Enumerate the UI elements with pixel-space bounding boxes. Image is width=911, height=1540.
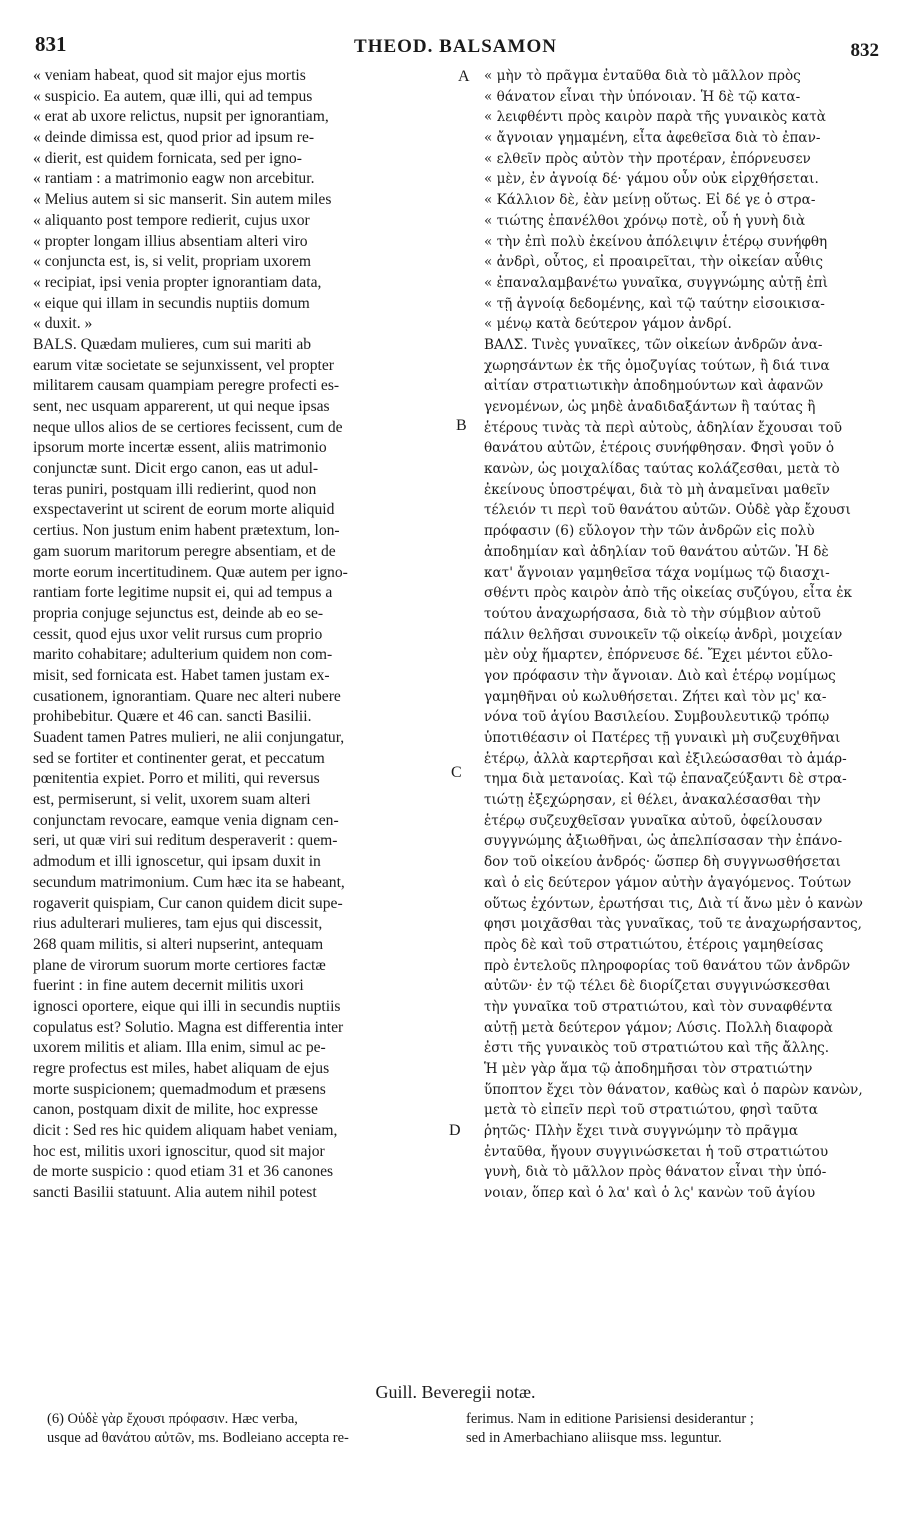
latin-text-line: « erat ab uxore relictus, nupsit per ignorantiam, bbox=[33, 108, 329, 126]
running-title: THEOD. BALSAMON bbox=[354, 36, 557, 57]
latin-text-line: uxorem militis et aliam. Illa enim, simul ac pe- bbox=[33, 1039, 326, 1057]
greek-text-line: νοιαν, ὅπερ καὶ ὁ λα' καὶ ὁ λς' κανὼν τοῦ ἁγίου bbox=[484, 1185, 816, 1202]
greek-text-line: συγγνώμης ἀξιωθῆναι, ὡς ἀπελπίσασαν τὴν ἐπάνο- bbox=[484, 833, 843, 850]
greek-text-line: κανὼν, ὡς μοιχαλίδας ταύτας κολάζεσθαι, μετὰ τὸ bbox=[484, 461, 840, 478]
greek-text-line: ἑτέρῳ συζευχθεῖσαν γυναῖκα αὐτοῦ, ὀφείλουσαν bbox=[484, 812, 823, 829]
greek-text-line: σθέντι πρὸς καιρὸν ἀπὸ τῆς οἰκείας συζύγου, εἶτα ἐκ bbox=[484, 585, 853, 602]
greek-text-line: ΒΑΛΣ. Τινὲς γυναῖκες, τῶν οἰκείων ἀνδρῶν ἀνα- bbox=[484, 336, 823, 353]
latin-text-line: rogaverit quispiam, Cur canon quidem dicit supe- bbox=[33, 894, 343, 912]
page-number-left: 831 bbox=[35, 32, 67, 56]
greek-text-line: « ελθεῖν πρὸς αὐτὸν τὴν προτέραν, ἐπόρνευσεν bbox=[484, 150, 811, 167]
latin-text-line: morte suspicionem; quemadmodum et præsens bbox=[33, 1080, 326, 1098]
latin-text-line: « Melius autem si sic manserit. Sin autem miles bbox=[33, 191, 332, 209]
greek-text-line: κατ' ἄγνοιαν γαμηθεῖσα τάχα νομίμως τῷ διασχι- bbox=[484, 564, 830, 581]
latin-text-line: 268 quam militis, si alteri nupserint, antequam bbox=[33, 935, 324, 953]
latin-text-line: sed se fortiter et continenter gerat, et peccatum bbox=[33, 749, 325, 767]
latin-text-line: prohibebitur. Quære et 46 can. sancti Basilii. bbox=[33, 708, 312, 726]
latin-text-line: sancti Basilii statuunt. Alia autem nihil potest bbox=[33, 1184, 317, 1202]
greek-text-line: γαμηθῆναι οὐ κωλυθήσεται. Ζήτει καὶ τὸν μς' κα- bbox=[484, 688, 827, 705]
greek-text-line: τέλειόν τι περὶ τοῦ θανάτου αὐτῶν. Οὐδὲ γὰρ ἔχουσι bbox=[484, 502, 851, 519]
latin-text-line: « dierit, est quidem fornicata, sed per igno- bbox=[33, 149, 302, 167]
greek-text-line: τούτου ἀναχωρήσασα, διὰ τὸ τὴν σύμβιον αὐτοῦ bbox=[484, 605, 821, 622]
greek-text-line: οὕτως ἐχόντων, ἐρωτήσαι τις, Διὰ τί ἄνω μὲν ὁ κανὼν bbox=[484, 895, 863, 912]
greek-text-line: νόνα τοῦ ἁγίου Βασιλείου. Συμβουλευτικῷ τρόπῳ bbox=[484, 709, 830, 726]
greek-text-line: πρὸ ἐντελοῦς πληροφορίας τοῦ θανάτου τῶν ἀνδρῶν bbox=[484, 957, 851, 974]
greek-text-line: τιώτῃ ἐξεχώρησαν, εἰ θέλει, ἀνακαλέσασθαι τὴν bbox=[484, 792, 821, 809]
latin-text-line: cessit, quod ejus uxor velit rursus cum proprio bbox=[33, 625, 323, 643]
latin-text-line: sent, nec usquam apparerent, ut qui neque ipsas bbox=[33, 398, 330, 415]
greek-text-line: πρόφασιν (6) εὔλογον τὴν τῶν ἀνδρῶν εἰς πολὺ bbox=[484, 523, 815, 540]
latin-text-line: misit, sed fornicata est. Habet tamen justam ex- bbox=[33, 666, 330, 684]
greek-text-line: « μένῳ κατὰ δεύτερον γάμον ἀνδρί. bbox=[484, 316, 732, 333]
greek-text-line: πάλιν θελῆσαι συνοικεῖν τῷ οἰκείῳ ἀνδρὶ, μοιχείαν bbox=[484, 626, 843, 643]
greek-text-line: γον πρόφασιν τὴν ἄγνοιαν. Διὸ καὶ ἑτέρῳ νομίμως bbox=[484, 667, 836, 684]
greek-text-line: « τῇ ἀγνοίᾳ δεδομένης, καὶ τῷ ταύτην εἰσοικισα- bbox=[484, 295, 825, 312]
greek-text-line: ἑτέρῳ, ἀλλὰ καρτερῆσαι καὶ ἐξιλεώσασθαι τὸ ἁμάρ- bbox=[484, 750, 847, 767]
margin-letter-c: C bbox=[451, 764, 462, 781]
margin-letter-a: A bbox=[458, 68, 470, 85]
greek-text-line: « Κάλλιον δὲ, ἐὰν μείνῃ οὕτως. Εἰ δέ γε ὁ στρα- bbox=[484, 192, 816, 209]
greek-text-line: « μὲν, ἐν ἀγνοίᾳ δέ· γάμου οὖν οὐκ εἰρχθήσεται. bbox=[484, 171, 819, 188]
latin-column bbox=[33, 66, 457, 1204]
margin-letter-d: D bbox=[449, 1122, 461, 1139]
latin-text-line: pœnitentia expiet. Porro et militi, qui reversus bbox=[33, 770, 320, 788]
greek-text-line: « λειφθέντι πρὸς καιρὸν παρὰ τῆς γυναικὸς κατὰ bbox=[484, 109, 826, 126]
latin-text-line: « aliquanto post tempore redierit, cujus uxor bbox=[33, 211, 310, 229]
latin-text-line: secundum matrimonium. Cum hæc ita se habeant, bbox=[33, 873, 345, 891]
latin-text-line: fuerint : in fine autem decernit militis uxori bbox=[33, 977, 304, 995]
greek-text-line: ἑτέρους τινὰς τὰ περὶ αὐτοὺς, ἀδηλίαν ἔχουσαι τοῦ bbox=[484, 419, 843, 436]
greek-text-line: τὴν γυναῖκα τοῦ στρατιώτου, καὶ τὸν συναφθέντα bbox=[484, 998, 833, 1015]
latin-text-line: teras puniri, postquam illi redierint, quod non bbox=[33, 480, 317, 498]
greek-text-line: μὲν οὐχ ἥμαρτεν, ἐπόρνευσε δέ. Ἔχει μέντοι εὔλο- bbox=[484, 647, 833, 664]
greek-text-line: « ἐπαναλαμβανέτω γυναῖκα, συγγνώμης αὐτῇ ἐπὶ bbox=[484, 274, 828, 291]
latin-text-line: conjunctæ sunt. Dicit ergo canon, eas ut adul- bbox=[33, 460, 319, 478]
latin-text-line: « conjuncta est, is, si velit, propriam uxorem bbox=[33, 253, 312, 271]
greek-text-line: μετὰ τὸ εἰπεῖν περὶ τοῦ στρατιώτου, φησὶ ταῦτα bbox=[484, 1102, 818, 1119]
latin-text-line: ipsorum morte incertæ essent, aliis matrimonio bbox=[33, 439, 327, 457]
greek-text-line: θανάτου αὐτῶν, ἑτέροις συνήφθησαν. Φησὶ γοῦν ὁ bbox=[484, 440, 835, 457]
latin-text-line: hoc est, militis uxori ignoscitur, quod sit major bbox=[33, 1142, 325, 1160]
latin-text-line: plane de virorum suorum morte certiores factæ bbox=[33, 956, 326, 974]
greek-text-line: χωρησάντων ἐκ τῆς ὁμοζυγίας τούτων, ἢ διά τινα bbox=[484, 357, 830, 374]
latin-text-line: « rantiam : a matrimonio eagw non arcebitur. bbox=[33, 170, 315, 188]
note-text-line: (6) Οὐδὲ γὰρ ἔχουσι πρόφασιν. Hæc verba, bbox=[47, 1411, 298, 1427]
latin-text-line: « duxit. » bbox=[33, 315, 93, 333]
greek-text-line: αὐτῶν· ἐν τῷ τέλει δὲ διορίζεται συγγινώσκεσθαι bbox=[484, 978, 831, 995]
greek-text-line: « ἄγνοιαν γημαμένη, εἶτα ἀφεθεῖσα διὰ τὸ ἐπαν- bbox=[484, 130, 821, 147]
note-text-line: sed in Amerbachiano aliisque mss. leguntur. bbox=[466, 1430, 722, 1446]
greek-text-line: γυνὴ, διὰ τὸ μᾶλλον πρὸς θάνατον εἶναι τὴν ὑπό- bbox=[484, 1164, 827, 1181]
greek-text-line: ὕποπτον ἔχει τὸν θάνατον, καθὼς καὶ ὁ παρὼν κανὼν, bbox=[484, 1081, 863, 1098]
latin-text-line: est, permiserunt, si velit, uxorem suam alteri bbox=[33, 791, 311, 809]
note-text-line: usque ad θανάτου αὐτῶν, ms. Bodleiano accepta re- bbox=[47, 1430, 349, 1446]
latin-text-line: Suadent tamen Patres mulieri, ne alii conjungatur, bbox=[33, 729, 345, 746]
latin-text-line: « deinde dimissa est, quod prior ad ipsum re- bbox=[33, 129, 315, 147]
greek-text-line: ἐκείνους ὑποστρέψαι, διὰ τὸ μὴ ἀναμεῖναι μαθεῖν bbox=[484, 481, 830, 498]
greek-text-line: ῥητῶς· Πλὴν ἔχει τινὰ συγγνώμην τὸ πρᾶγμα bbox=[484, 1123, 799, 1140]
latin-text-line: neque ullos alios de se certiores fecissent, cum de bbox=[33, 418, 343, 436]
greek-text-line: « μὴν τὸ πρᾶγμα ἐνταῦθα διὰ τὸ μᾶλλον πρὸς bbox=[484, 68, 801, 84]
latin-text-line: earum vitæ societate se sejunxissent, vel propter bbox=[33, 356, 334, 374]
greek-column bbox=[484, 66, 880, 1204]
greek-text-line: Ἡ μὲν γὰρ ἅμα τῷ ἀποδημῆσαι τὸν στρατιώτην bbox=[484, 1061, 813, 1077]
notes-right-column bbox=[466, 1410, 886, 1448]
latin-text-line: rius adulterari mulieres, tam ejus qui discessit, bbox=[33, 915, 323, 933]
latin-text-line: exspectaverint ut scirent de eorum morte aliquid bbox=[33, 501, 335, 519]
latin-text-line: marito cohabitare; adulterium quidem non com- bbox=[33, 646, 333, 664]
greek-text-line: ὑποτιθέασιν οἱ Πατέρες τῇ γυναικὶ μὴ συζευχθῆναι bbox=[484, 730, 841, 746]
page-number-right: 832 bbox=[850, 40, 879, 61]
greek-text-line: ἐνταῦθα, ἤγουν συγγινώσκεται ἡ τοῦ στρατιώτου bbox=[484, 1143, 829, 1160]
latin-text-line: « veniam habeat, quod sit major ejus mortis bbox=[33, 67, 306, 84]
latin-text-line: gam suorum maritorum peregre absentiam, et de bbox=[33, 542, 336, 560]
latin-text-line: « suspicio. Ea autem, quæ illi, qui ad tempus bbox=[33, 87, 313, 105]
latin-text-line: « eique qui illam in secundis nuptiis domum bbox=[33, 294, 310, 312]
latin-text-line: militarem causam quampiam peregre profecti es- bbox=[33, 377, 340, 395]
greek-text-line: ἐστι τῆς γυναικὸς τοῦ στρατιώτου καὶ τῆς ἄλλης. bbox=[484, 1040, 830, 1057]
latin-text-line: « recipiat, ipsi venia propter ignorantiam data, bbox=[33, 273, 322, 291]
greek-text-line: αὐτῇ μετὰ δεύτερον γάμον; Λύσις. Πολλὴ διαφορὰ bbox=[484, 1019, 833, 1036]
latin-text-line: conjunctam revocare, eamque venia dignam cen- bbox=[33, 811, 339, 829]
latin-text-line: de morte suspicio : quod etiam 31 et 36 canones bbox=[33, 1163, 334, 1181]
latin-text-line: certius. Non justum enim habent prætextum, lon- bbox=[33, 522, 340, 540]
latin-text-line: dicit : Sed res hic quidem aliquam habet veniam, bbox=[33, 1122, 338, 1140]
greek-text-line: « ἀνδρὶ, οὗτος, εἰ προαιρεῖται, τὴν οἰκείαν αὖθις bbox=[484, 254, 823, 271]
greek-text-line: γενομένων, ὡς μηδὲ ἀναδιδαξάντων ἢ ταύτας ἢ bbox=[484, 399, 816, 415]
latin-text-line: cusationem, ignorantiam. Quare nec alteri nubere bbox=[33, 687, 341, 705]
latin-text-line: canon, postquam dixit de milite, hoc expresse bbox=[33, 1101, 318, 1119]
greek-text-line: ἀποδημίαν καὶ ἀδηλίαν τοῦ θανάτου αὐτῶν. Ἡ δὲ bbox=[484, 543, 829, 560]
latin-text-line: copulatus est? Solutio. Magna est differentia inter bbox=[33, 1018, 344, 1036]
latin-text-line: rantiam forte legitime nupsit ei, qui ad tempus a bbox=[33, 584, 333, 602]
latin-text-line: morte eorum incertitudinem. Quæ autem per igno- bbox=[33, 563, 348, 581]
greek-text-line: « θάνατον εἶναι τὴν ὑπόνοιαν. Ἡ δὲ τῷ κατα- bbox=[484, 88, 801, 105]
latin-text-line: ignosci oportere, eique qui illi in secundis nuptiis bbox=[33, 997, 341, 1015]
greek-text-line: « τὴν ἐπὶ πολὺ ἐκείνου ἀπόλειψιν ἑτέρῳ συνήφθη bbox=[484, 233, 828, 250]
note-text-line: ferimus. Nam in editione Parisiensi desiderantur ; bbox=[466, 1411, 754, 1427]
greek-text-line: τημα διὰ μετανοίας. Καὶ τῷ ἐπαναζεύξαντι δὲ στρα- bbox=[484, 771, 847, 788]
margin-letter-b: B bbox=[456, 417, 467, 434]
greek-text-line: αἰτίαν στρατιωτικὴν ἀποδημούντων καὶ ἀφανῶν bbox=[484, 378, 824, 395]
notes-left-column bbox=[47, 1410, 451, 1448]
latin-text-line: seri, ut quæ viri sui reditum desperaverit : quem- bbox=[33, 832, 338, 850]
latin-text-line: propria conjuge sejunctus est, deinde ab eo se- bbox=[33, 604, 324, 622]
notes-title: Guill. Beveregii notæ. bbox=[375, 1382, 536, 1402]
latin-text-line: BALS. Quædam mulieres, cum sui mariti ab bbox=[33, 335, 312, 353]
greek-text-line: πρὸς δὲ καὶ τοῦ στρατιώτου, ἑτέροις γαμηθείσας bbox=[484, 936, 824, 953]
greek-text-line: φησι μοιχᾶσθαι τὰς γυναῖκας, τοῦ τε ἀναχωρήσαντος, bbox=[484, 916, 862, 933]
greek-text-line: καὶ ὁ εἰς δεύτερον γάμον αὐτὴν ἀγαγόμενος. Τούτων bbox=[484, 874, 852, 891]
greek-text-line: « τιώτης ἐπανέλθοι χρόνῳ ποτὲ, οὗ ἡ γυνὴ διὰ bbox=[484, 212, 806, 229]
greek-text-line: δον τοῦ οἰκείου ἀνδρός· ὥσπερ δὴ συγγνωσθήσεται bbox=[484, 854, 841, 871]
latin-text-line: admodum et illi ignoscetur, qui ipsam duxit in bbox=[33, 853, 321, 871]
latin-text-line: « propter longam illius absentiam alteri viro bbox=[33, 232, 308, 250]
latin-text-line: regre profectus est miles, habet aliquam de ejus bbox=[33, 1060, 330, 1077]
